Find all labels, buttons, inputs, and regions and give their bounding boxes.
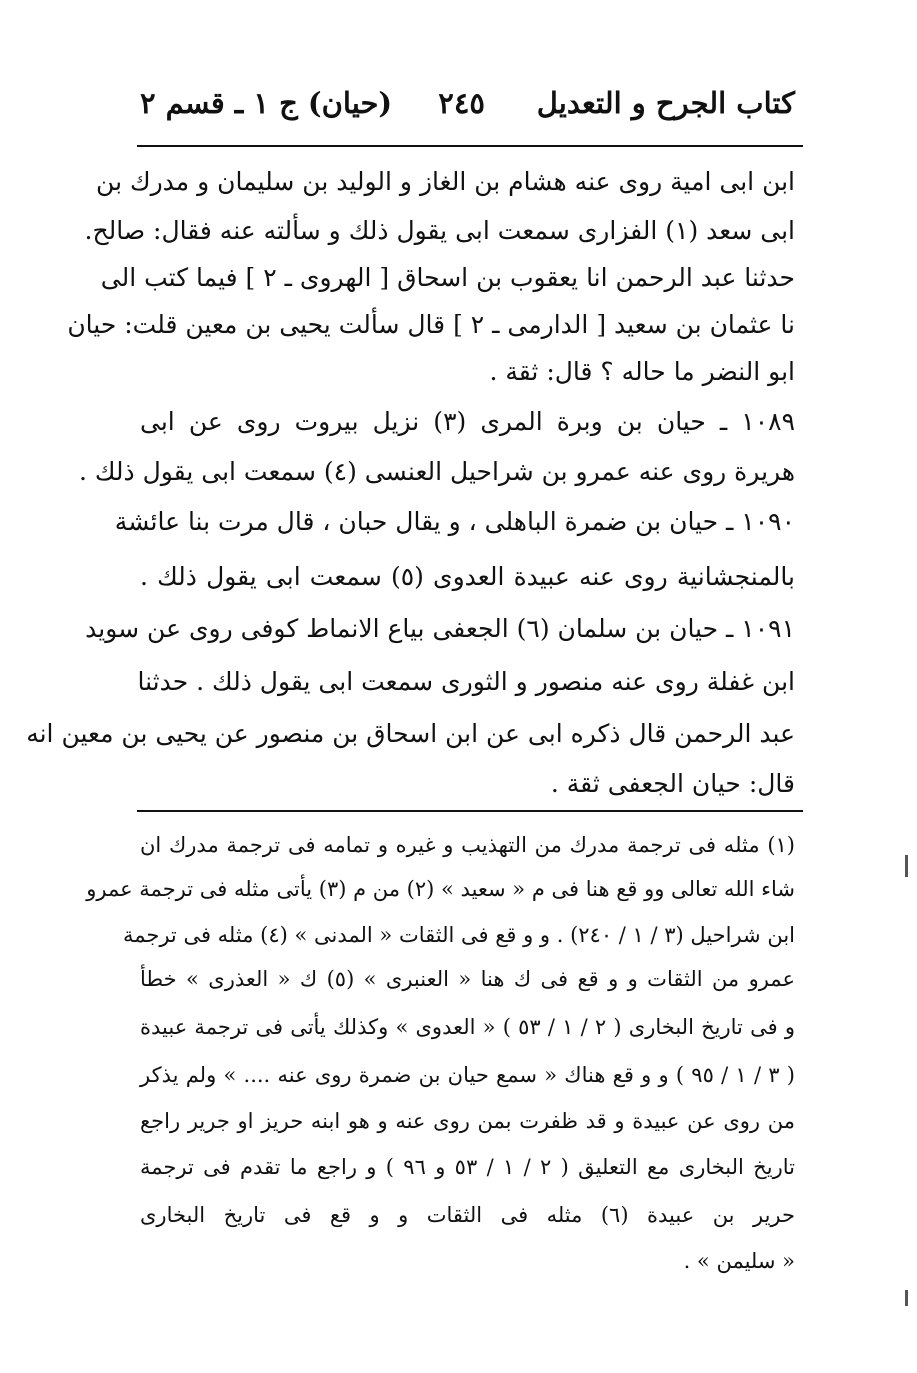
book-title: كتاب الجرح و التعديل	[536, 86, 795, 120]
footnote-line: « سليمن » .	[683, 1249, 795, 1273]
footnote-line: تاريخ البخارى مع التعليق ( ٢ / ١ / ٥٣ و ٩٦ ) و راجع ما تقدم فى ترجمة	[140, 1155, 795, 1179]
text-line: قال: حيان الجعفى ثقة .	[550, 769, 795, 798]
footnote-line: و فى تاريخ البخارى ( ٢ / ١ / ٥٣ ) « العدوى » وكذلك يأتى فى ترجمة عبيدة	[140, 1015, 795, 1039]
footnote-line: شاء الله تعالى وو قع هنا فى م « سعيد » (٢) من م (٣) يأتى مثله فى ترجمة عمرو	[86, 877, 795, 901]
footnote-line: حرير بن عبيدة (٦) مثله فى الثقات و و قع فى تاريخ البخارى	[140, 1203, 795, 1227]
text-line: حدثنا عبد الرحمن انا يعقوب بن اسحاق [ الهروى ـ ٢ ] فيما كتب الى	[100, 263, 795, 292]
footnote-line: عمرو من الثقات و و قع فى ك هنا « العنبرى » (٥) ك « العذرى » خطأ	[140, 967, 795, 991]
entry-1090-line: ١٠٩٠ ـ حيان بن ضمرة الباهلى ، و يقال حبان ، قال مرت بنا عائشة	[114, 507, 795, 536]
header-divider	[137, 145, 803, 147]
page-header	[140, 78, 795, 142]
footnote-line: (١) مثله فى ترجمة مدرك من التهذيب و غيره و تمامه فى ترجمة مدرك ان	[140, 833, 795, 857]
text-line: هريرة روى عنه عمرو بن شراحيل العنسى (٤) سمعت ابى يقول ذلك .	[78, 457, 795, 486]
footnote-divider	[137, 810, 803, 812]
text-line: ابن غفلة روى عنه منصور و الثورى سمعت ابى يقول ذلك . حدثنا	[137, 667, 795, 696]
text-line: ابن ابى امية روى عنه هشام بن الغاز و الوليد بن سليمان و مدرك بن	[96, 167, 795, 196]
scan-margin-mark	[905, 1290, 908, 1306]
footnote-line: ابن شراحيل (٣ / ١ / ٢٤٠) . و و قع فى الثقات « المدنى » (٤) مثله فى ترجمة	[122, 923, 795, 947]
text-line: ابو النضر ما حاله ؟ قال: ثقة .	[489, 357, 795, 386]
page-number: ٢٤٥	[438, 86, 485, 120]
footnote-line: من روى عن عبيدة و قد ظفرت بمن روى عنه و هو ابنه حريز او جرير راجع	[140, 1109, 795, 1133]
text-line: بالمنجشانية روى عنه عبيدة العدوى (٥) سمعت ابى يقول ذلك .	[140, 562, 795, 591]
part-label: (حيان) ج ١ ـ قسم ٢	[140, 86, 393, 120]
entry-1091-line: ١٠٩١ ـ حيان بن سلمان (٦) الجعفى بياع الانماط كوفى روى عن سويد	[85, 614, 795, 643]
footnote-line: ( ٣ / ١ / ٩٥ ) و و قع هناك « سمع حيان بن ضمرة روى عنه .... » ولم يذكر	[140, 1063, 795, 1087]
text-line: نا عثمان بن سعيد [ الدارمى ـ ٢ ] قال سألت يحيى بن معين قلت: حيان	[67, 310, 795, 339]
text-line: عبد الرحمن قال ذكره ابى عن ابن اسحاق بن منصور عن يحيى بن معين انه	[26, 719, 795, 748]
entry-1089-line: ١٠٨٩ ـ حيان بن وبرة المرى (٣) نزيل بيروت روى عن ابى	[140, 407, 795, 436]
text-line: ابى سعد (١) الفزارى سمعت ابى يقول ذلك و سألته عنه فقال: صالح.	[84, 216, 795, 245]
scan-margin-mark	[905, 855, 908, 877]
